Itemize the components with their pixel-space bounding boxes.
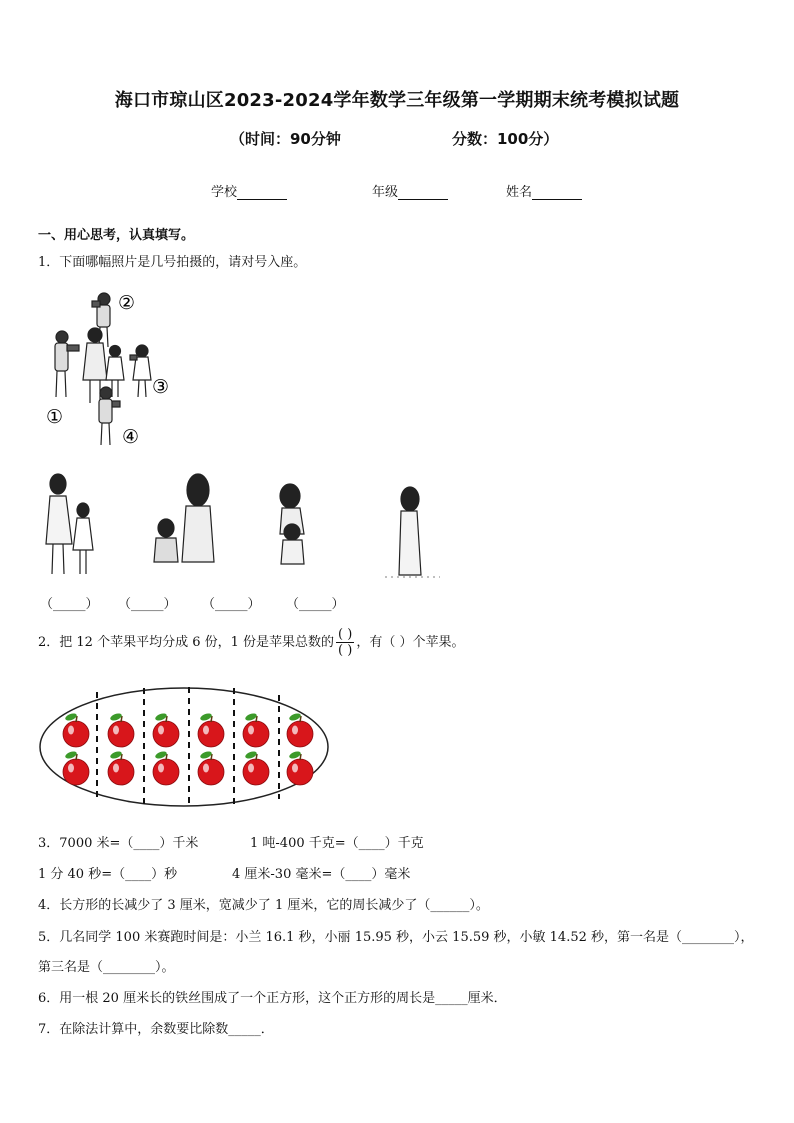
name-label: 姓名 <box>506 185 533 200</box>
marker-2: ② <box>118 292 136 314</box>
photo-3-illustration <box>272 484 312 566</box>
school-blank[interactable] <box>237 185 287 200</box>
photo-1-illustration <box>40 472 102 578</box>
photo-4-illustration <box>385 485 443 580</box>
q2-text-before: 2．把 12 个苹果平均分成 6 份，1 份是苹果总数的 <box>38 635 335 650</box>
q1-answer-3[interactable]: （_____） <box>202 597 261 612</box>
apple-icon <box>287 750 313 785</box>
apple-icon <box>153 712 179 747</box>
q1-answer-4[interactable]: （_____） <box>286 597 345 612</box>
question-3a: 3．7000 米=（____）千米 <box>38 836 199 851</box>
marker-1: ① <box>46 406 64 428</box>
people-scene-illustration <box>40 285 190 455</box>
photo-2-illustration <box>150 472 222 564</box>
marker-4: ④ <box>122 426 140 448</box>
apples-illustration <box>38 686 330 808</box>
question-3d: 4 厘米-30 毫米=（____）毫米 <box>232 867 411 882</box>
apple-icon <box>153 750 179 785</box>
q2-fraction[interactable] <box>336 627 354 658</box>
school-field <box>211 181 287 200</box>
question-3b: 1 吨-400 千克=（____）千克 <box>250 836 424 851</box>
apple-icon <box>198 750 224 785</box>
grade-field <box>372 181 448 200</box>
apple-icon <box>108 750 134 785</box>
apple-icon <box>108 712 134 747</box>
question-1: 1．下面哪幅照片是几号拍摄的，请对号入座。 <box>38 255 307 270</box>
apple-icon <box>198 712 224 747</box>
q2-text-after: ，有（ ）个苹果。 <box>356 635 465 650</box>
question-7: 7．在除法计算中，余数要比除数_____． <box>38 1022 274 1037</box>
section-heading: 一、用心思考，认真填写。 <box>38 228 195 243</box>
grade-label: 年级 <box>372 185 399 200</box>
question-6: 6．用一根 20 厘米长的铁丝围成了一个正方形，这个正方形的周长是_____厘米． <box>38 991 507 1006</box>
question-5-line-1: 5．几名同学 100 米赛跑时间是：小兰 16.1 秒，小丽 15.95 秒，小云 15.59 秒，小敏 14.52 秒，第一名是（________）， <box>38 930 754 945</box>
question-3c: 1 分 40 秒=（____）秒 <box>38 867 178 882</box>
exam-time: （时间：90分钟 <box>230 130 341 148</box>
q1-answer-2[interactable]: （_____） <box>118 597 177 612</box>
name-blank[interactable] <box>532 185 582 200</box>
apple-icon <box>243 750 269 785</box>
question-4: 4．长方形的长减少了 3 厘米，宽减少了 1 厘米，它的周长减少了（______）。 <box>38 898 489 913</box>
exam-score: 分数：100分） <box>452 130 559 148</box>
apple-icon <box>63 712 89 747</box>
name-field <box>506 181 582 200</box>
school-label: 学校 <box>211 185 238 200</box>
q1-answer-1[interactable]: （_____） <box>40 597 99 612</box>
marker-3: ③ <box>152 376 170 398</box>
question-5-line-2: 第三名是（________）。 <box>38 960 175 975</box>
q2-frac-numerator[interactable]: ( ) <box>338 627 353 642</box>
q2-frac-denominator[interactable]: ( ) <box>338 643 353 658</box>
page-title: 海口市琼山区2023-2024学年数学三年级第一学期期末统考模拟试题 <box>114 90 680 111</box>
apple-icon <box>63 750 89 785</box>
question-2 <box>38 627 464 658</box>
grade-blank[interactable] <box>398 185 448 200</box>
apple-icon <box>243 712 269 747</box>
